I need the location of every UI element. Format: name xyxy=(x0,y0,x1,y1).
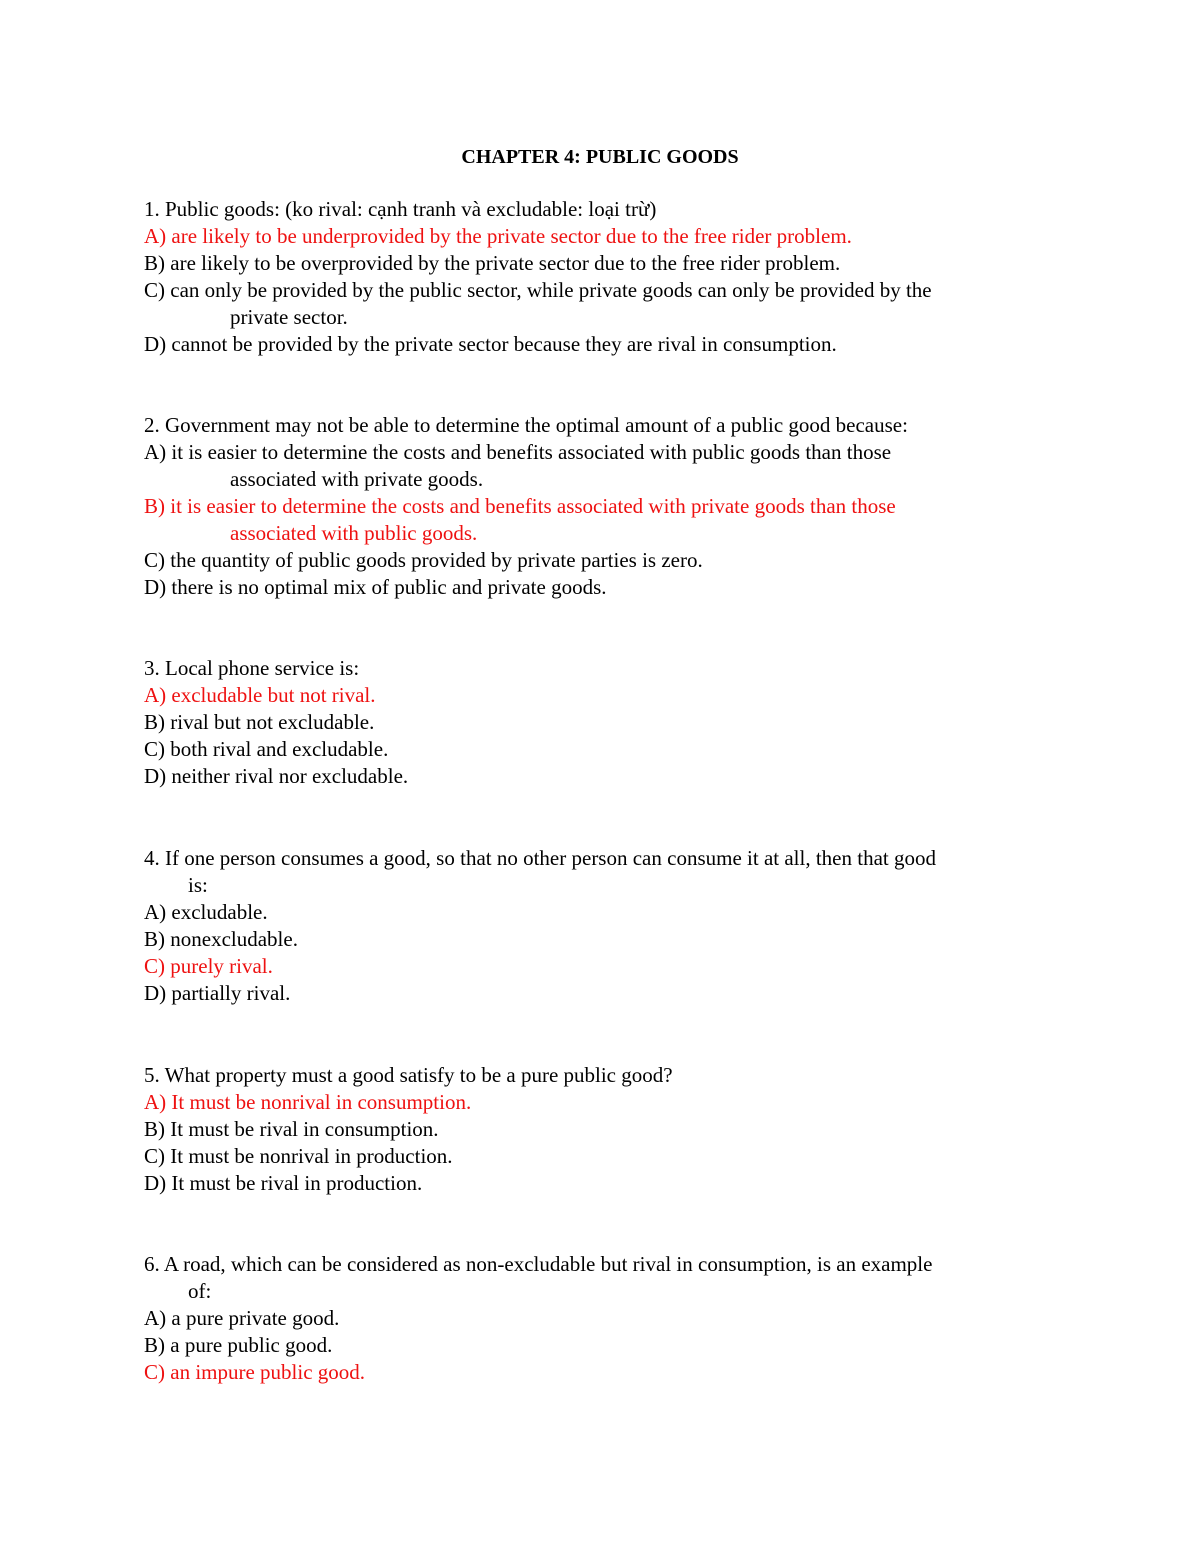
stem-line-continued: of: xyxy=(188,1279,212,1303)
question-2 xyxy=(144,412,1044,601)
question-stem xyxy=(144,1062,1044,1089)
option-c xyxy=(144,1143,1044,1170)
option-c xyxy=(144,277,1044,331)
question-stem xyxy=(144,1251,1044,1305)
option-c xyxy=(144,1359,1044,1386)
stem-line-continued: is: xyxy=(188,873,208,897)
option-b xyxy=(144,1332,1044,1359)
option-line: A) excludable but not rival. xyxy=(144,683,376,707)
stem-line: 5. What property must a good satisfy to be a pure public good? xyxy=(144,1063,673,1087)
option-c xyxy=(144,547,1044,574)
option-c xyxy=(144,736,1044,763)
option-line-continued: associated with private goods. xyxy=(230,467,484,491)
stem-line: 3. Local phone service is: xyxy=(144,656,360,680)
option-line: A) a pure private good. xyxy=(144,1306,340,1330)
option-line: B) are likely to be overprovided by the private sector due to the free rider problem. xyxy=(144,251,841,275)
option-line: A) it is easier to determine the costs and benefits associated with public goods than those xyxy=(144,440,892,464)
question-stem xyxy=(144,845,1044,899)
option-line: B) nonexcludable. xyxy=(144,927,298,951)
option-d xyxy=(144,763,1044,790)
option-d xyxy=(144,1170,1044,1197)
stem-line: 4. If one person consumes a good, so that no other person can consume it at all, then that good xyxy=(144,846,936,870)
option-a xyxy=(144,1305,1044,1332)
option-b xyxy=(144,493,1044,547)
option-line: C) the quantity of public goods provided by private parties is zero. xyxy=(144,548,703,572)
option-line: B) It must be rival in consumption. xyxy=(144,1117,439,1141)
option-b xyxy=(144,250,1044,277)
option-line: C) both rival and excludable. xyxy=(144,737,389,761)
option-line: A) excludable. xyxy=(144,900,268,924)
option-line: D) there is no optimal mix of public and private goods. xyxy=(144,575,607,599)
option-d xyxy=(144,574,1044,601)
option-line: D) partially rival. xyxy=(144,981,291,1005)
option-line-continued: private sector. xyxy=(230,305,348,329)
option-line: C) purely rival. xyxy=(144,954,273,978)
question-1 xyxy=(144,196,1044,358)
option-line: C) an impure public good. xyxy=(144,1360,366,1384)
option-b xyxy=(144,926,1044,953)
option-line: A) are likely to be underprovided by the private sector due to the free rider problem. xyxy=(144,224,852,248)
option-line: A) It must be nonrival in consumption. xyxy=(144,1090,472,1114)
option-line: C) can only be provided by the public sector, while private goods can only be provided by the xyxy=(144,278,932,302)
question-stem xyxy=(144,655,1044,682)
chapter-title: CHAPTER 4: PUBLIC GOODS xyxy=(461,146,739,168)
stem-line: 2. Government may not be able to determine the optimal amount of a public good because: xyxy=(144,413,908,437)
option-a xyxy=(144,899,1044,926)
question-stem xyxy=(144,196,1044,223)
option-line: B) rival but not excludable. xyxy=(144,710,375,734)
option-line: D) It must be rival in production. xyxy=(144,1171,423,1195)
option-a xyxy=(144,1089,1044,1116)
option-a xyxy=(144,682,1044,709)
question-4 xyxy=(144,845,1044,1007)
option-a xyxy=(144,439,1044,493)
question-5 xyxy=(144,1062,1044,1197)
option-d xyxy=(144,331,1044,358)
option-d xyxy=(144,980,1044,1007)
option-c xyxy=(144,953,1044,980)
option-b xyxy=(144,1116,1044,1143)
option-line: C) It must be nonrival in production. xyxy=(144,1144,453,1168)
option-line: B) it is easier to determine the costs and benefits associated with private goods than those xyxy=(144,494,896,518)
option-line: D) cannot be provided by the private sector because they are rival in consumption. xyxy=(144,332,837,356)
option-a xyxy=(144,223,1044,250)
stem-line: 6. A road, which can be considered as non-excludable but rival in consumption, is an example xyxy=(144,1252,933,1276)
question-6 xyxy=(144,1251,1044,1386)
option-b xyxy=(144,709,1044,736)
question-3 xyxy=(144,655,1044,790)
stem-line: 1. Public goods: (ko rival: cạnh tranh và excludable: loại trừ) xyxy=(144,197,657,221)
option-line: B) a pure public good. xyxy=(144,1333,333,1357)
option-line-continued: associated with public goods. xyxy=(230,521,478,545)
option-line: D) neither rival nor excludable. xyxy=(144,764,409,788)
question-stem xyxy=(144,412,1044,439)
